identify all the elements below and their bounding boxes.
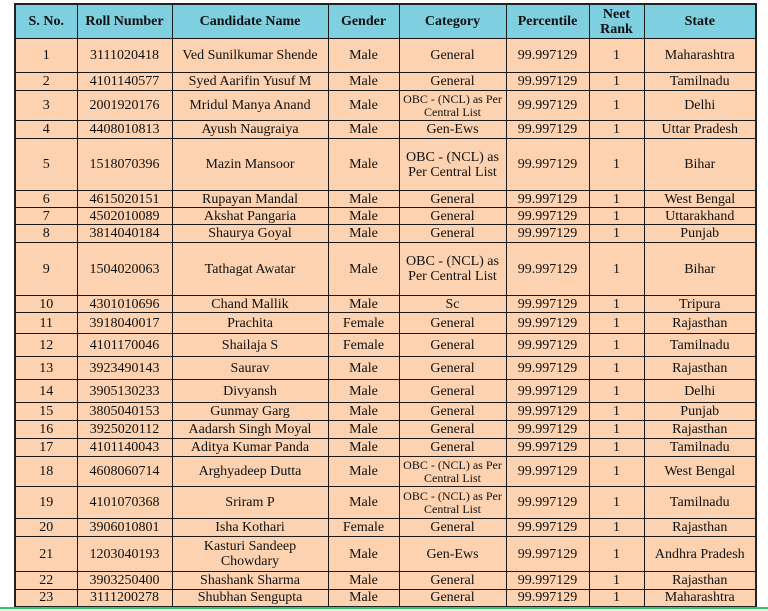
table-row bbox=[15, 403, 756, 421]
cell-sno: 7 bbox=[15, 208, 77, 225]
cell-neet-rank: 1 bbox=[589, 121, 644, 139]
cell-gender: Male bbox=[328, 357, 399, 380]
header-category: Category bbox=[399, 4, 506, 39]
cell-category: General bbox=[399, 421, 506, 439]
cell-roll-number: 3905130233 bbox=[77, 380, 172, 403]
cell-category: Gen-Ews bbox=[399, 121, 506, 139]
cell-state: Uttar Pradesh bbox=[644, 121, 756, 139]
cell-state: Tamilnadu bbox=[644, 487, 756, 519]
header-percentile: Percentile bbox=[506, 4, 589, 39]
cell-candidate-name: Isha Kothari bbox=[172, 519, 328, 537]
cell-neet-rank: 1 bbox=[589, 590, 644, 607]
cell-category: OBC - (NCL) as Per Central List bbox=[399, 91, 506, 121]
cell-roll-number: 1203040193 bbox=[77, 537, 172, 572]
cell-state: Rajasthan bbox=[644, 357, 756, 380]
cell-category: General bbox=[399, 380, 506, 403]
cell-roll-number: 1518070396 bbox=[77, 139, 172, 191]
cell-neet-rank: 1 bbox=[589, 73, 644, 91]
cell-category: General bbox=[399, 208, 506, 225]
cell-percentile: 99.997129 bbox=[506, 421, 589, 439]
cell-percentile: 99.997129 bbox=[506, 139, 589, 191]
cell-sno: 18 bbox=[15, 457, 77, 487]
cell-candidate-name: Ved Sunilkumar Shende bbox=[172, 39, 328, 73]
table-row bbox=[15, 313, 756, 334]
table-row bbox=[15, 334, 756, 357]
cell-roll-number: 4101140577 bbox=[77, 73, 172, 91]
cell-percentile: 99.997129 bbox=[506, 457, 589, 487]
cell-sno: 1 bbox=[15, 39, 77, 73]
table-row bbox=[15, 225, 756, 243]
cell-state: Andhra Pradesh bbox=[644, 537, 756, 572]
cell-category: OBC - (NCL) as Per Central List bbox=[399, 139, 506, 191]
cell-gender: Male bbox=[328, 121, 399, 139]
cell-category: OBC - (NCL) as Per Central List bbox=[399, 487, 506, 519]
cell-state: West Bengal bbox=[644, 191, 756, 208]
cell-category: General bbox=[399, 519, 506, 537]
cell-percentile: 99.997129 bbox=[506, 313, 589, 334]
cell-state: West Bengal bbox=[644, 457, 756, 487]
cell-gender: Male bbox=[328, 208, 399, 225]
cell-candidate-name: Prachita bbox=[172, 313, 328, 334]
cell-category: General bbox=[399, 590, 506, 607]
cell-roll-number: 3814040184 bbox=[77, 225, 172, 243]
cell-neet-rank: 1 bbox=[589, 334, 644, 357]
cell-category: OBC - (NCL) as Per Central List bbox=[399, 243, 506, 296]
cell-neet-rank: 1 bbox=[589, 487, 644, 519]
cell-sno: 13 bbox=[15, 357, 77, 380]
cell-candidate-name: Tathagat Awatar bbox=[172, 243, 328, 296]
cell-percentile: 99.997129 bbox=[506, 380, 589, 403]
header-sno: S. No. bbox=[15, 4, 77, 39]
cell-percentile: 99.997129 bbox=[506, 208, 589, 225]
cell-roll-number: 3111200278 bbox=[77, 590, 172, 607]
cell-gender: Male bbox=[328, 403, 399, 421]
cell-neet-rank: 1 bbox=[589, 39, 644, 73]
header-gender: Gender bbox=[328, 4, 399, 39]
cell-gender: Male bbox=[328, 537, 399, 572]
cell-percentile: 99.997129 bbox=[506, 487, 589, 519]
cell-candidate-name: Ayush Naugraiya bbox=[172, 121, 328, 139]
cell-roll-number: 3923490143 bbox=[77, 357, 172, 380]
table-row bbox=[15, 421, 756, 439]
cell-roll-number: 4608060714 bbox=[77, 457, 172, 487]
cell-percentile: 99.997129 bbox=[506, 243, 589, 296]
table-row bbox=[15, 590, 756, 607]
cell-gender: Male bbox=[328, 439, 399, 457]
cell-state: Punjab bbox=[644, 403, 756, 421]
cell-state: Maharashtra bbox=[644, 590, 756, 607]
cell-gender: Male bbox=[328, 572, 399, 590]
toppers-table bbox=[14, 3, 757, 608]
table-row bbox=[15, 121, 756, 139]
cell-candidate-name: Aditya Kumar Panda bbox=[172, 439, 328, 457]
cell-sno: 3 bbox=[15, 91, 77, 121]
cell-state: Delhi bbox=[644, 91, 756, 121]
cell-category: General bbox=[399, 73, 506, 91]
cell-percentile: 99.997129 bbox=[506, 191, 589, 208]
cell-gender: Male bbox=[328, 590, 399, 607]
cell-percentile: 99.997129 bbox=[506, 73, 589, 91]
cell-candidate-name: Divyansh bbox=[172, 380, 328, 403]
cell-category: General bbox=[399, 357, 506, 380]
cell-gender: Male bbox=[328, 225, 399, 243]
cell-candidate-name: Kasturi Sandeep Chowdary bbox=[172, 537, 328, 572]
cell-sno: 21 bbox=[15, 537, 77, 572]
cell-gender: Female bbox=[328, 519, 399, 537]
cell-category: OBC - (NCL) as Per Central List bbox=[399, 457, 506, 487]
cell-candidate-name: Aadarsh Singh Moyal bbox=[172, 421, 328, 439]
cell-roll-number: 4101170046 bbox=[77, 334, 172, 357]
cell-sno: 11 bbox=[15, 313, 77, 334]
cell-percentile: 99.997129 bbox=[506, 39, 589, 73]
cell-sno: 9 bbox=[15, 243, 77, 296]
cell-state: Bihar bbox=[644, 139, 756, 191]
cell-state: Rajasthan bbox=[644, 421, 756, 439]
cell-candidate-name: Sriram P bbox=[172, 487, 328, 519]
cell-gender: Female bbox=[328, 334, 399, 357]
cell-sno: 8 bbox=[15, 225, 77, 243]
cell-percentile: 99.997129 bbox=[506, 334, 589, 357]
cell-sno: 23 bbox=[15, 590, 77, 607]
cell-sno: 14 bbox=[15, 380, 77, 403]
cell-candidate-name: Gunmay Garg bbox=[172, 403, 328, 421]
cell-roll-number: 4101070368 bbox=[77, 487, 172, 519]
cell-candidate-name: Mazin Mansoor bbox=[172, 139, 328, 191]
cell-neet-rank: 1 bbox=[589, 380, 644, 403]
cell-neet-rank: 1 bbox=[589, 403, 644, 421]
cell-sno: 12 bbox=[15, 334, 77, 357]
table-row bbox=[15, 357, 756, 380]
table-row bbox=[15, 191, 756, 208]
cell-percentile: 99.997129 bbox=[506, 225, 589, 243]
cell-state: Tamilnadu bbox=[644, 439, 756, 457]
cell-candidate-name: Shaurya Goyal bbox=[172, 225, 328, 243]
cell-sno: 4 bbox=[15, 121, 77, 139]
cell-roll-number: 4408010813 bbox=[77, 121, 172, 139]
cell-candidate-name: Shashank Sharma bbox=[172, 572, 328, 590]
cell-gender: Male bbox=[328, 421, 399, 439]
cell-percentile: 99.997129 bbox=[506, 403, 589, 421]
cell-percentile: 99.997129 bbox=[506, 572, 589, 590]
cell-neet-rank: 1 bbox=[589, 537, 644, 572]
cell-sno: 22 bbox=[15, 572, 77, 590]
table-body bbox=[15, 39, 756, 607]
table-row bbox=[15, 208, 756, 225]
bottom-divider bbox=[0, 607, 768, 609]
cell-state: Uttarakhand bbox=[644, 208, 756, 225]
cell-sno: 20 bbox=[15, 519, 77, 537]
cell-sno: 17 bbox=[15, 439, 77, 457]
cell-roll-number: 3111020418 bbox=[77, 39, 172, 73]
cell-neet-rank: 1 bbox=[589, 91, 644, 121]
cell-sno: 5 bbox=[15, 139, 77, 191]
cell-neet-rank: 1 bbox=[589, 296, 644, 313]
cell-category: Gen-Ews bbox=[399, 537, 506, 572]
cell-percentile: 99.997129 bbox=[506, 357, 589, 380]
cell-roll-number: 3918040017 bbox=[77, 313, 172, 334]
cell-candidate-name: Chand Mallik bbox=[172, 296, 328, 313]
cell-candidate-name: Arghyadeep Dutta bbox=[172, 457, 328, 487]
cell-category: General bbox=[399, 313, 506, 334]
cell-category: General bbox=[399, 39, 506, 73]
cell-roll-number: 3805040153 bbox=[77, 403, 172, 421]
cell-state: Delhi bbox=[644, 380, 756, 403]
cell-candidate-name: Syed Aarifin Yusuf M bbox=[172, 73, 328, 91]
cell-gender: Male bbox=[328, 380, 399, 403]
cell-gender: Male bbox=[328, 457, 399, 487]
cell-candidate-name: Rupayan Mandal bbox=[172, 191, 328, 208]
cell-sno: 19 bbox=[15, 487, 77, 519]
header-roll-number: Roll Number bbox=[77, 4, 172, 39]
cell-neet-rank: 1 bbox=[589, 421, 644, 439]
cell-roll-number: 2001920176 bbox=[77, 91, 172, 121]
cell-gender: Male bbox=[328, 296, 399, 313]
cell-roll-number: 4301010696 bbox=[77, 296, 172, 313]
cell-category: General bbox=[399, 403, 506, 421]
cell-category: General bbox=[399, 225, 506, 243]
table-row bbox=[15, 243, 756, 296]
cell-neet-rank: 1 bbox=[589, 572, 644, 590]
cell-neet-rank: 1 bbox=[589, 457, 644, 487]
cell-gender: Male bbox=[328, 191, 399, 208]
cell-roll-number: 4101140043 bbox=[77, 439, 172, 457]
table-row bbox=[15, 457, 756, 487]
cell-candidate-name: Saurav bbox=[172, 357, 328, 380]
cell-candidate-name: Mridul Manya Anand bbox=[172, 91, 328, 121]
cell-percentile: 99.997129 bbox=[506, 91, 589, 121]
cell-candidate-name: Akshat Pangaria bbox=[172, 208, 328, 225]
cell-gender: Male bbox=[328, 39, 399, 73]
cell-neet-rank: 1 bbox=[589, 313, 644, 334]
cell-sno: 10 bbox=[15, 296, 77, 313]
cell-percentile: 99.997129 bbox=[506, 121, 589, 139]
cell-gender: Male bbox=[328, 91, 399, 121]
cell-neet-rank: 1 bbox=[589, 139, 644, 191]
cell-state: Tripura bbox=[644, 296, 756, 313]
cell-roll-number: 3903250400 bbox=[77, 572, 172, 590]
cell-roll-number: 1504020063 bbox=[77, 243, 172, 296]
cell-state: Rajasthan bbox=[644, 313, 756, 334]
table-row bbox=[15, 572, 756, 590]
cell-gender: Female bbox=[328, 313, 399, 334]
cell-neet-rank: 1 bbox=[589, 191, 644, 208]
table-header-row bbox=[15, 4, 756, 39]
cell-state: Tamilnadu bbox=[644, 334, 756, 357]
cell-roll-number: 4502010089 bbox=[77, 208, 172, 225]
cell-sno: 16 bbox=[15, 421, 77, 439]
cell-category: General bbox=[399, 191, 506, 208]
table-row bbox=[15, 439, 756, 457]
cell-roll-number: 4615020151 bbox=[77, 191, 172, 208]
cell-state: Rajasthan bbox=[644, 519, 756, 537]
cell-state: Punjab bbox=[644, 225, 756, 243]
results-table-container bbox=[14, 3, 757, 608]
cell-gender: Male bbox=[328, 139, 399, 191]
cell-percentile: 99.997129 bbox=[506, 439, 589, 457]
table-row bbox=[15, 39, 756, 73]
cell-state: Tamilnadu bbox=[644, 73, 756, 91]
cell-roll-number: 3906010801 bbox=[77, 519, 172, 537]
cell-sno: 2 bbox=[15, 73, 77, 91]
cell-percentile: 99.997129 bbox=[506, 519, 589, 537]
cell-category: General bbox=[399, 572, 506, 590]
cell-sno: 6 bbox=[15, 191, 77, 208]
cell-percentile: 99.997129 bbox=[506, 296, 589, 313]
table-row bbox=[15, 73, 756, 91]
table-row bbox=[15, 91, 756, 121]
cell-state: Rajasthan bbox=[644, 572, 756, 590]
table-row bbox=[15, 537, 756, 572]
cell-neet-rank: 1 bbox=[589, 439, 644, 457]
table-row bbox=[15, 296, 756, 313]
cell-sno: 15 bbox=[15, 403, 77, 421]
cell-candidate-name: Shailaja S bbox=[172, 334, 328, 357]
cell-candidate-name: Shubhan Sengupta bbox=[172, 590, 328, 607]
header-candidate-name: Candidate Name bbox=[172, 4, 328, 39]
table-row bbox=[15, 139, 756, 191]
table-row bbox=[15, 380, 756, 403]
cell-neet-rank: 1 bbox=[589, 243, 644, 296]
cell-percentile: 99.997129 bbox=[506, 590, 589, 607]
cell-neet-rank: 1 bbox=[589, 519, 644, 537]
header-state: State bbox=[644, 4, 756, 39]
table-row bbox=[15, 487, 756, 519]
cell-gender: Male bbox=[328, 487, 399, 519]
cell-gender: Male bbox=[328, 73, 399, 91]
cell-neet-rank: 1 bbox=[589, 225, 644, 243]
cell-state: Maharashtra bbox=[644, 39, 756, 73]
cell-state: Bihar bbox=[644, 243, 756, 296]
header-neet-rank: Neet Rank bbox=[589, 4, 644, 39]
cell-category: General bbox=[399, 334, 506, 357]
table-row bbox=[15, 519, 756, 537]
cell-neet-rank: 1 bbox=[589, 357, 644, 380]
cell-gender: Male bbox=[328, 243, 399, 296]
cell-category: General bbox=[399, 439, 506, 457]
cell-roll-number: 3925020112 bbox=[77, 421, 172, 439]
cell-category: Sc bbox=[399, 296, 506, 313]
cell-neet-rank: 1 bbox=[589, 208, 644, 225]
cell-percentile: 99.997129 bbox=[506, 537, 589, 572]
